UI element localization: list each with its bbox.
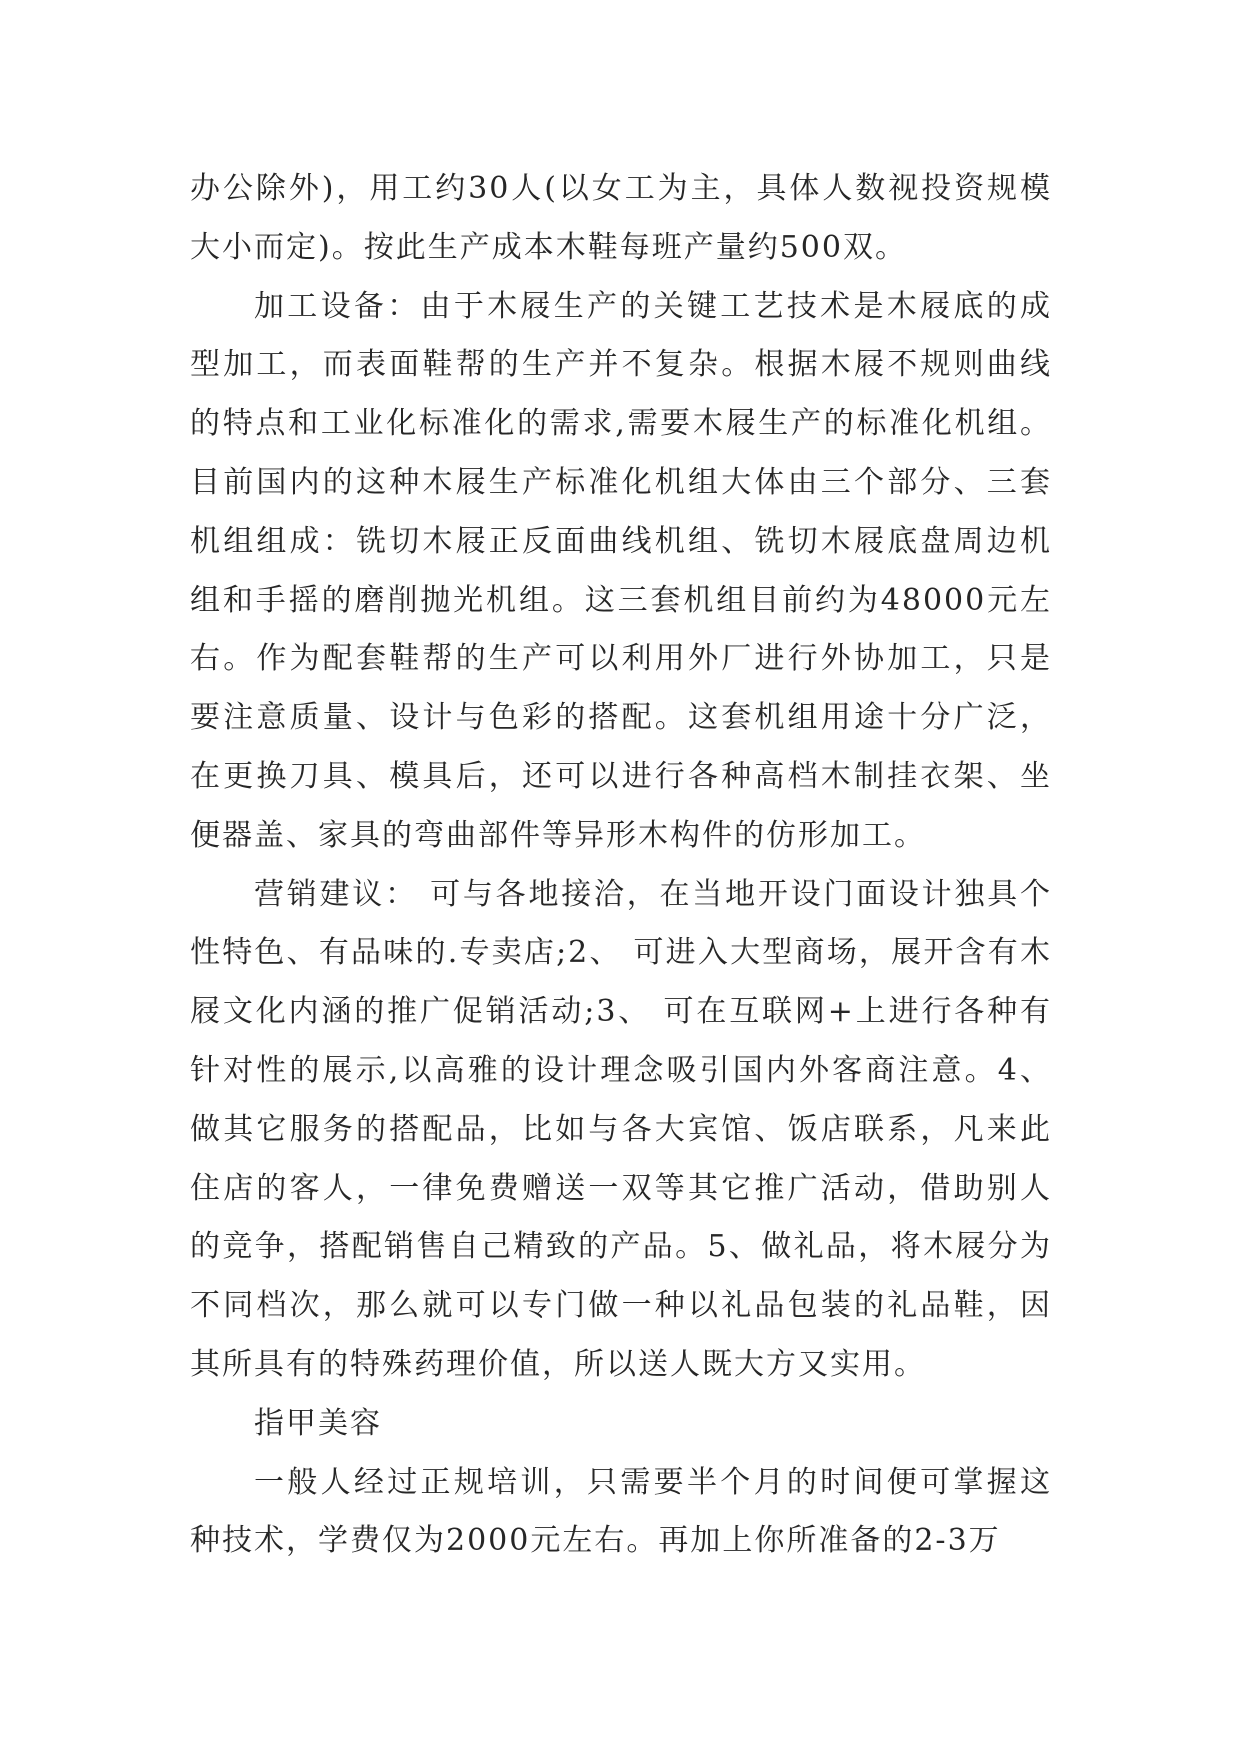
paragraph-staffing: 办公除外)，用工约30人(以女工为主，具体人数视投资规模大小而定)。按此生产成本木鞋每班产量约500双。 <box>190 171 1052 265</box>
document-body <box>190 160 1052 1571</box>
paragraph-marketing: 营销建议： 可与各地接洽，在当地开设门面设计独具个性特色、有品味的.专卖店;2、 可进入大型商场，展开含有木屐文化内涵的推广促销活动;3、 可在互联网+上进行各种有针对性的展示,以高雅的设计理念吸引国内外客商注意。4、 做其它服务的搭配品，比如与各大宾馆、饭店联系，凡来此住店的客人，一律免费赠送一双等其它推广活动，借助别人的竞争，搭配销售自己精致的产品。5、做礼品，将木屐分为不同档次，那么就可以专门做一种以礼品包装的礼品鞋，因其所具有的特殊药理价值，所以送人既大方又实用。 <box>190 876 1052 1382</box>
section-heading-nail-care: 指甲美容 <box>254 1405 382 1441</box>
paragraph-equipment: 加工设备：由于木屐生产的关键工艺技术是木屐底的成型加工，而表面鞋帮的生产并不复杂。根据木屐不规则曲线的特点和工业化标准化的需求,需要木屐生产的标准化机组。目前国内的这种木屐生产标准化机组大体由三个部分、三套机组组成：铣切木屐正反面曲线机组、铣切木屐底盘周边机组和手摇的磨削抛光机组。这三套机组目前约为48000元左右。作为配套鞋帮的生产可以利用外厂进行外协加工，只是要注意质量、设计与色彩的搭配。这套机组用途十分广泛，在更换刀具、模具后，还可以进行各种高档木制挂衣架、坐便器盖、家具的弯曲部件等异形木构件的仿形加工。 <box>190 288 1052 853</box>
paragraph-training: 一般人经过正规培训，只需要半个月的时间便可掌握这种技术，学费仅为2000元左右。再加上你所准备的2-3万 <box>190 1464 1052 1559</box>
